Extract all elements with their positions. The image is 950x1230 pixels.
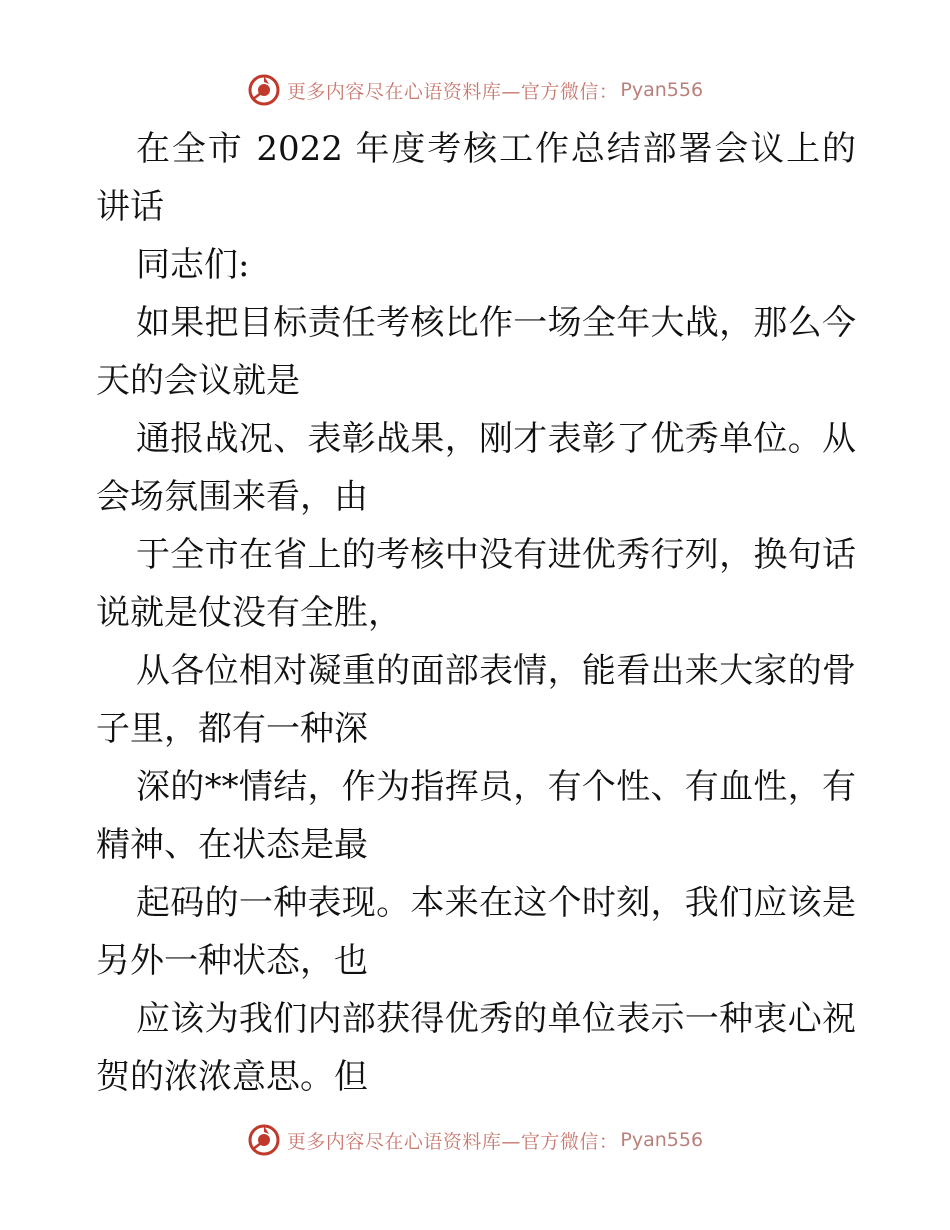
header-promo-text: 更多内容尽在心语资料库—官方微信： xyxy=(286,80,619,103)
document-body xyxy=(96,120,856,1106)
paragraph-3: 于全市在省上的考核中没有进优秀行列，换句话说就是仗没有全胜， xyxy=(96,535,856,633)
paragraph-2: 通报战况、表彰战果，刚才表彰了优秀单位。从会场氛围来看，由 xyxy=(96,419,856,517)
salutation: 同志们: xyxy=(136,245,250,285)
brand-logo-icon xyxy=(247,1123,281,1157)
paragraph-6: 起码的一种表现。本来在这个时刻，我们应该是另外一种状态，也 xyxy=(96,883,856,981)
paragraph-5: 深的**情结，作为指挥员，有个性、有血性，有精神、在状态是最 xyxy=(96,767,856,865)
brand-logo-icon xyxy=(247,73,281,107)
paragraph-1: 如果把目标责任考核比作一场全年大战，那么今天的会议就是 xyxy=(96,303,856,401)
document-title: 在全市 2022 年度考核工作总结部署会议上的讲话 xyxy=(96,129,856,227)
footer-banner[interactable] xyxy=(0,1120,950,1160)
paragraph-4: 从各位相对凝重的面部表情，能看出来大家的骨子里，都有一种深 xyxy=(96,651,856,749)
header-banner[interactable] xyxy=(0,70,950,110)
paragraph-7: 应该为我们内部获得优秀的单位表示一种衷心祝贺的浓浓意思。但 xyxy=(96,999,856,1097)
footer-promo-text: 更多内容尽在心语资料库—官方微信： xyxy=(286,1130,619,1153)
footer-wechat-id: Pyan556 xyxy=(620,1129,704,1151)
header-wechat-id: Pyan556 xyxy=(620,79,704,101)
